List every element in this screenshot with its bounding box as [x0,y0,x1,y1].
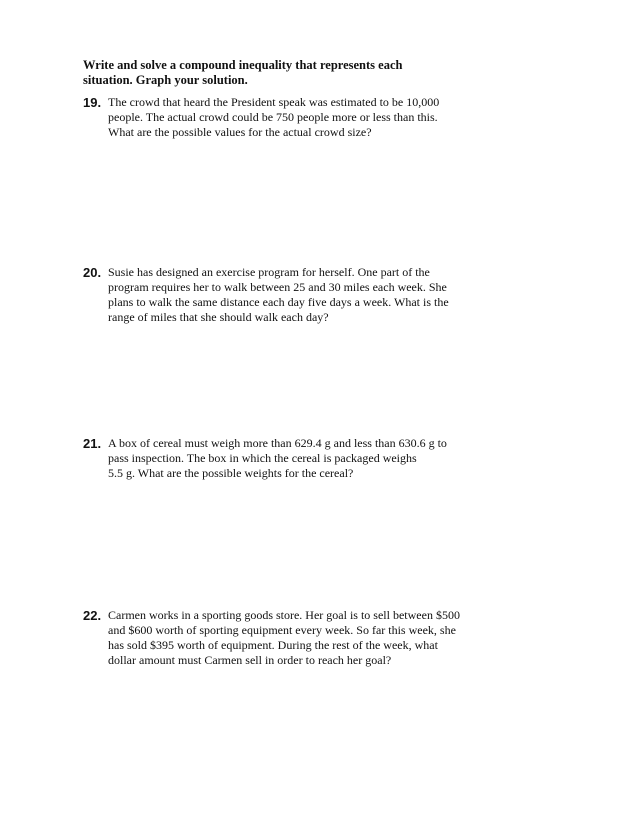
problem-text [108,436,463,481]
problem-line: Susie has designed an exercise program for herself. One part of the [108,265,430,279]
instructions-line: Write and solve a compound inequality that represents each [83,58,403,72]
problem-line: has sold $395 worth of equipment. During the rest of the week, what [108,638,438,652]
problem-number: 19. [83,95,102,110]
problem-text [108,265,463,325]
problem-20 [83,265,463,325]
problem-text [108,608,463,668]
instructions-line: situation. Graph your solution. [83,73,248,87]
problem-21 [83,436,463,481]
problem-line: Carmen works in a sporting goods store. Her goal is to sell between $500 [108,608,460,622]
problem-22 [83,608,463,668]
problem-line: dollar amount must Carmen sell in order to reach her goal? [108,653,392,667]
problem-line: range of miles that she should walk each day? [108,310,329,324]
problem-number: 21. [83,436,102,451]
problem-line: What are the possible values for the actual crowd size? [108,125,372,139]
problem-line: program requires her to walk between 25 and 30 miles each week. She [108,280,447,294]
problem-line: and $600 worth of sporting equipment every week. So far this week, she [108,623,456,637]
problem-line: The crowd that heard the President speak was estimated to be 10,000 [108,95,440,109]
problem-line: A box of cereal must weigh more than 629.4 g and less than 630.6 g to [108,436,447,450]
problem-number: 20. [83,265,102,280]
problem-number: 22. [83,608,102,623]
problem-text [108,95,463,140]
problem-line: plans to walk the same distance each day five days a week. What is the [108,295,449,309]
problem-line: pass inspection. The box in which the cereal is packaged weighs [108,451,417,465]
problem-line: people. The actual crowd could be 750 people more or less than this. [108,110,438,124]
instructions-heading [83,58,413,88]
problem-19 [83,95,463,140]
problem-line: 5.5 g. What are the possible weights for the cereal? [108,466,354,480]
